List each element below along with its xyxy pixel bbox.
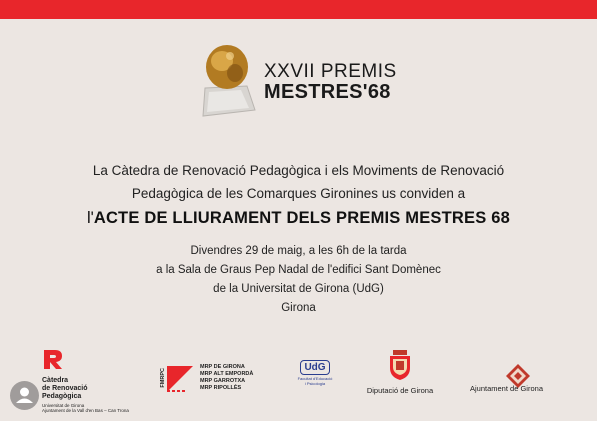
title-line1: XXVII PREMIS [264, 61, 397, 82]
avatar[interactable] [10, 381, 39, 410]
ajuntament-name-b: de Girona [510, 384, 543, 393]
logo-udg [295, 357, 335, 386]
logo-diputacio [360, 350, 440, 395]
logo-fmrpc [160, 364, 260, 394]
trophy-icon [197, 40, 259, 118]
catedra-sub1: Universitat de Girona [42, 403, 85, 409]
fmrpc-item-girona: MRP DE GIRONA [200, 364, 245, 370]
catedra-r-icon [42, 348, 64, 370]
logo-catedra [42, 348, 152, 413]
event-city: Girona [281, 302, 316, 314]
diputacio-name: Diputació de Girona [366, 386, 434, 395]
fmrpc-item-ripolles: MRP RIPOLLÈS [200, 385, 242, 392]
top-red-bar [0, 0, 597, 19]
ajuntament-name-a: Ajuntament [470, 384, 508, 393]
event-title-block [264, 62, 397, 102]
catedra-sub2: Ajuntament de la Vall d'en Bas – Can Trona [42, 408, 129, 414]
fmrpc-triangle-icon [167, 366, 193, 392]
udg-sub1: Facultat d'Educació [297, 376, 333, 381]
invitation-line2: Pedagògica de les Comarques Gironines us conviden a [131, 186, 466, 201]
event-title: ACTE DE LLIURAMENT DELS PREMIS MESTRES 68 [93, 209, 510, 227]
fmrpc-item-garrotxa: MRP GARROTXA [200, 378, 246, 385]
invitation-line1: La Càtedra de Renovació Pedagògica i els Moviments de Renovació [92, 163, 505, 178]
event-institution: de la Universitat de Girona (UdG) [213, 283, 384, 295]
event-prefix: l' [87, 209, 94, 227]
event-place: a la Sala de Graus Pep Nadal de l'edifici Sant Domènec [156, 264, 441, 276]
fmrpc-item-alt-emporda: MRP ALT EMPORDÀ [200, 371, 254, 378]
diputacio-shield-icon [388, 350, 412, 380]
catedra-line3: Pedagògica [42, 393, 82, 401]
ajuntament-name [470, 384, 543, 393]
event-date: Divendres 29 de maig, a les 6h de la tarda [190, 245, 407, 257]
user-icon [10, 381, 39, 410]
udg-name: UdG [300, 360, 329, 375]
catedra-line1: Càtedra [42, 377, 69, 384]
catedra-line2: de Renovació [42, 385, 88, 393]
event-name [0, 209, 597, 228]
fmrpc-acronym: FMRPC [160, 368, 166, 388]
udg-sub2: i Psicologia [304, 380, 326, 386]
title-line2: MESTRES'68 [264, 81, 391, 103]
